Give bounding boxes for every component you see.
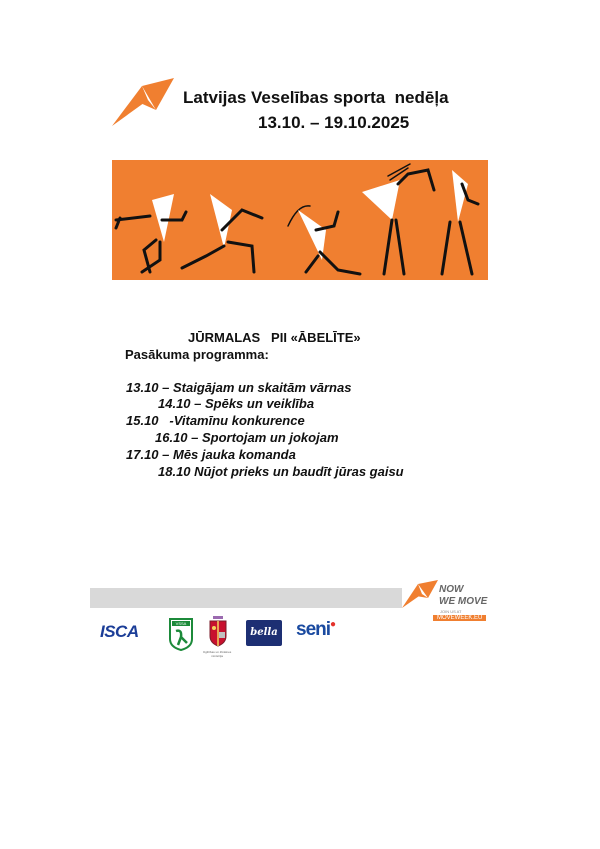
program-item: 18.10 Nūjot prieks un baudīt jūras gaisu [158, 464, 404, 479]
vssa-shield-logo [168, 617, 194, 651]
svg-text:VSSA: VSSA [175, 621, 187, 626]
now-we-move-text: WE MOVE [439, 596, 488, 607]
now-we-move-logo [402, 580, 438, 612]
join-us-text: JOIN US AT [440, 609, 462, 614]
program-item: 14.10 – Spēks un veiklība [158, 396, 315, 411]
isca-logo: ISCA [100, 622, 139, 641]
coat-of-arms-logo [207, 616, 229, 648]
seni-logo-text: seni [296, 619, 331, 640]
program-item: 16.10 – Sportojam un jokojam [155, 430, 339, 445]
school-name: JŪRMALAS PII «ĀBELĪTE» [188, 330, 361, 345]
move-week-logo [112, 78, 174, 128]
event-dates: 13.10. – 19.10.2025 [258, 113, 410, 132]
now-we-move-text: NOW [439, 584, 464, 595]
sport-banner [112, 160, 488, 280]
stick-figures-illustration [112, 160, 488, 280]
moveweek-url: MOVEWEEK.EU [433, 615, 486, 621]
ministry-caption: Izglītības un Zinātnes ministrija [202, 650, 232, 658]
footer-divider-bar [90, 588, 402, 608]
page-title: Latvijas Veselības sporta nedēļa [183, 88, 449, 107]
program-item: 13.10 – Staigājam un skaitām vārnas [126, 380, 352, 395]
seni-dot-icon: ● [330, 619, 336, 630]
bella-logo: bella [246, 620, 282, 646]
program-item: 15.10 -Vitamīnu konkurence [126, 413, 305, 428]
program-item: 17.10 – Mēs jauka komanda [126, 447, 296, 462]
program-heading: Pasākuma programma: [125, 347, 269, 362]
seni-logo [296, 619, 335, 641]
